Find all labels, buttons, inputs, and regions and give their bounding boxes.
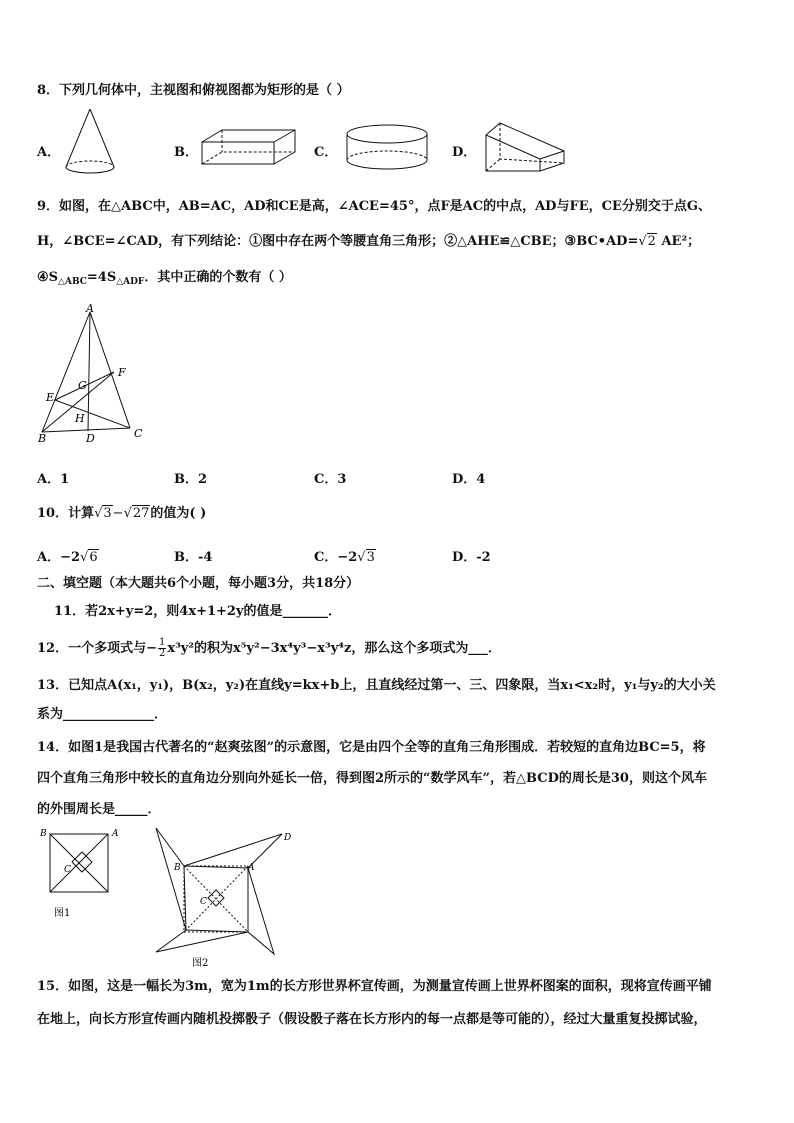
q9-line-2-end: AE²； [661,234,701,249]
q9-option-d: D．4 [452,472,486,487]
q13-line-2: 系为______________． [37,707,168,722]
fig2-label-b: B [174,863,181,873]
q9-option-c: C．3 [314,472,347,487]
q15-line-1: 15．如图，这是一幅长为3m，宽为1m的长方形世界杯宣传画，为测量宣传画上世界杯图案的面积，现将宣传画平铺 [37,979,712,994]
q10-option-c-rad: 3 [366,550,375,565]
q10-stem-start: 10．计算 [37,506,95,521]
q12-stem-start: 12．一个多项式与− [37,641,157,656]
q9-option-b: B．2 [174,472,208,487]
q9-label-b: B [38,432,47,445]
figure-2-windmill [150,826,300,972]
q9-line-2: H，∠BCE=∠CAD，有下列结论：①图中存在两个等腰直角三角形；②△AHE≌△CBE；③BC•AD=√2 AE²； [37,234,701,249]
q10-sqrt-27: 27 [132,506,150,521]
section-2-heading: 二、填空题（本大题共6个小题，每小题3分，共18分） [37,576,360,591]
q10-option-c: C．−2√3 [314,550,375,565]
q8-option-c-label: C． [314,145,338,160]
cone-figure [60,107,120,177]
fig1-label-a: A [112,829,119,839]
fig1-caption: 图1 [54,908,71,919]
prism-figure [480,119,570,174]
q12-frac-num: 1 [158,637,166,648]
fig2-label-c: C [200,897,207,907]
q12-frac-den: 2 [158,648,166,659]
q9-eq-text: =4S [86,270,117,285]
q9-s-label: ④S [37,270,59,285]
q14-line-2: 四个直角三角形中较长的直角边分别向外延长一倍，得到图2所示的“数学风车”，若△BCD的周长是30，则这个风车 [37,771,707,786]
q8-option-d-label: D． [452,145,477,160]
q11-stem: 11．若2x+y=2，则4x+1+2y的值是_______． [54,604,341,619]
q9-line-2-text: H，∠BCE=∠CAD，有下列结论：①图中存在两个等腰直角三角形；②△AHE≌△CBE；③BC•AD= [37,234,639,249]
q8-option-b-label: B． [174,145,198,160]
figure-1-zhao-shuang [36,826,128,922]
triangle-figure [34,300,152,450]
q10-option-a: A．−2√6 [37,550,98,565]
q9-sub-abc: △ABC [58,277,87,287]
q9-label-g: G [78,379,87,392]
q9-sqrt-2: 2 [647,234,656,249]
q9-label-d: D [86,432,95,445]
q9-line-1: 9．如图，在△ABC中，AB=AC，AD和CE是高，∠ACE=45°，点F是AC的中点，AD与FE，CE分别交于点G、 [37,199,711,214]
cuboid-figure [198,126,303,171]
q15-line-2: 在地上，向长方形宣传画内随机投掷骰子（假设骰子落在长方形内的每一点都是等可能的），经过大量重复投掷试验， [37,1012,707,1027]
q12-stem-end: x³y²的积为x⁵y²−3x⁴y³−x³y⁴z，那么这个多项式为___． [167,641,501,656]
q10-option-a-rad: 6 [89,550,98,565]
q9-line-3 [37,268,292,292]
q10-option-a-text: A．−2 [37,550,81,565]
fig2-label-d: D [284,833,292,843]
q9-option-a: A．1 [37,472,70,487]
q9-label-c: C [134,427,143,440]
cylinder-figure [342,122,434,174]
fig2-label-a: A [248,863,255,873]
fig2-caption: 图2 [192,958,209,969]
q14-line-1: 14．如图1是我国古代著名的“赵爽弦图”的示意图，它是由四个全等的直角三角形围成．若较短的直角边BC=5，将 [37,740,706,755]
q8-option-a-label: A． [37,145,61,160]
q10-minus: − [112,506,124,521]
q10-option-b: B．-4 [174,550,213,565]
q9-label-e: E [46,391,55,404]
q10-stem: 10．计算√3−√27的值为( ) [37,506,207,521]
q13-line-1: 13．已知点A(x₁，y₁)，B(x₂，y₂)在直线y=kx+b上，且直线经过第一、三、四象限，当x₁<x₂时，y₁与y₂的大小关 [37,678,716,693]
q9-label-a: A [86,302,94,315]
q9-sub-adf: △ADF [116,277,145,287]
q9-label-h: H [75,412,85,425]
q10-option-d: D．-2 [452,550,491,565]
q10-stem-end: 的值为( ) [150,506,207,521]
q14-line-3: 的外围周长是_____． [37,802,161,817]
q10-option-c-text: C．−2 [314,550,358,565]
q10-sqrt-3: 3 [103,506,112,521]
q9-line-3-end: ．其中正确的个数有（ ） [144,270,292,285]
fig1-label-c: C [64,865,71,875]
q12-stem [37,638,501,659]
q8-stem: 8．下列几何体中，主视图和俯视图都为矩形的是（ ） [37,83,350,98]
q9-label-f: F [118,366,126,379]
fig1-label-b: B [40,829,47,839]
